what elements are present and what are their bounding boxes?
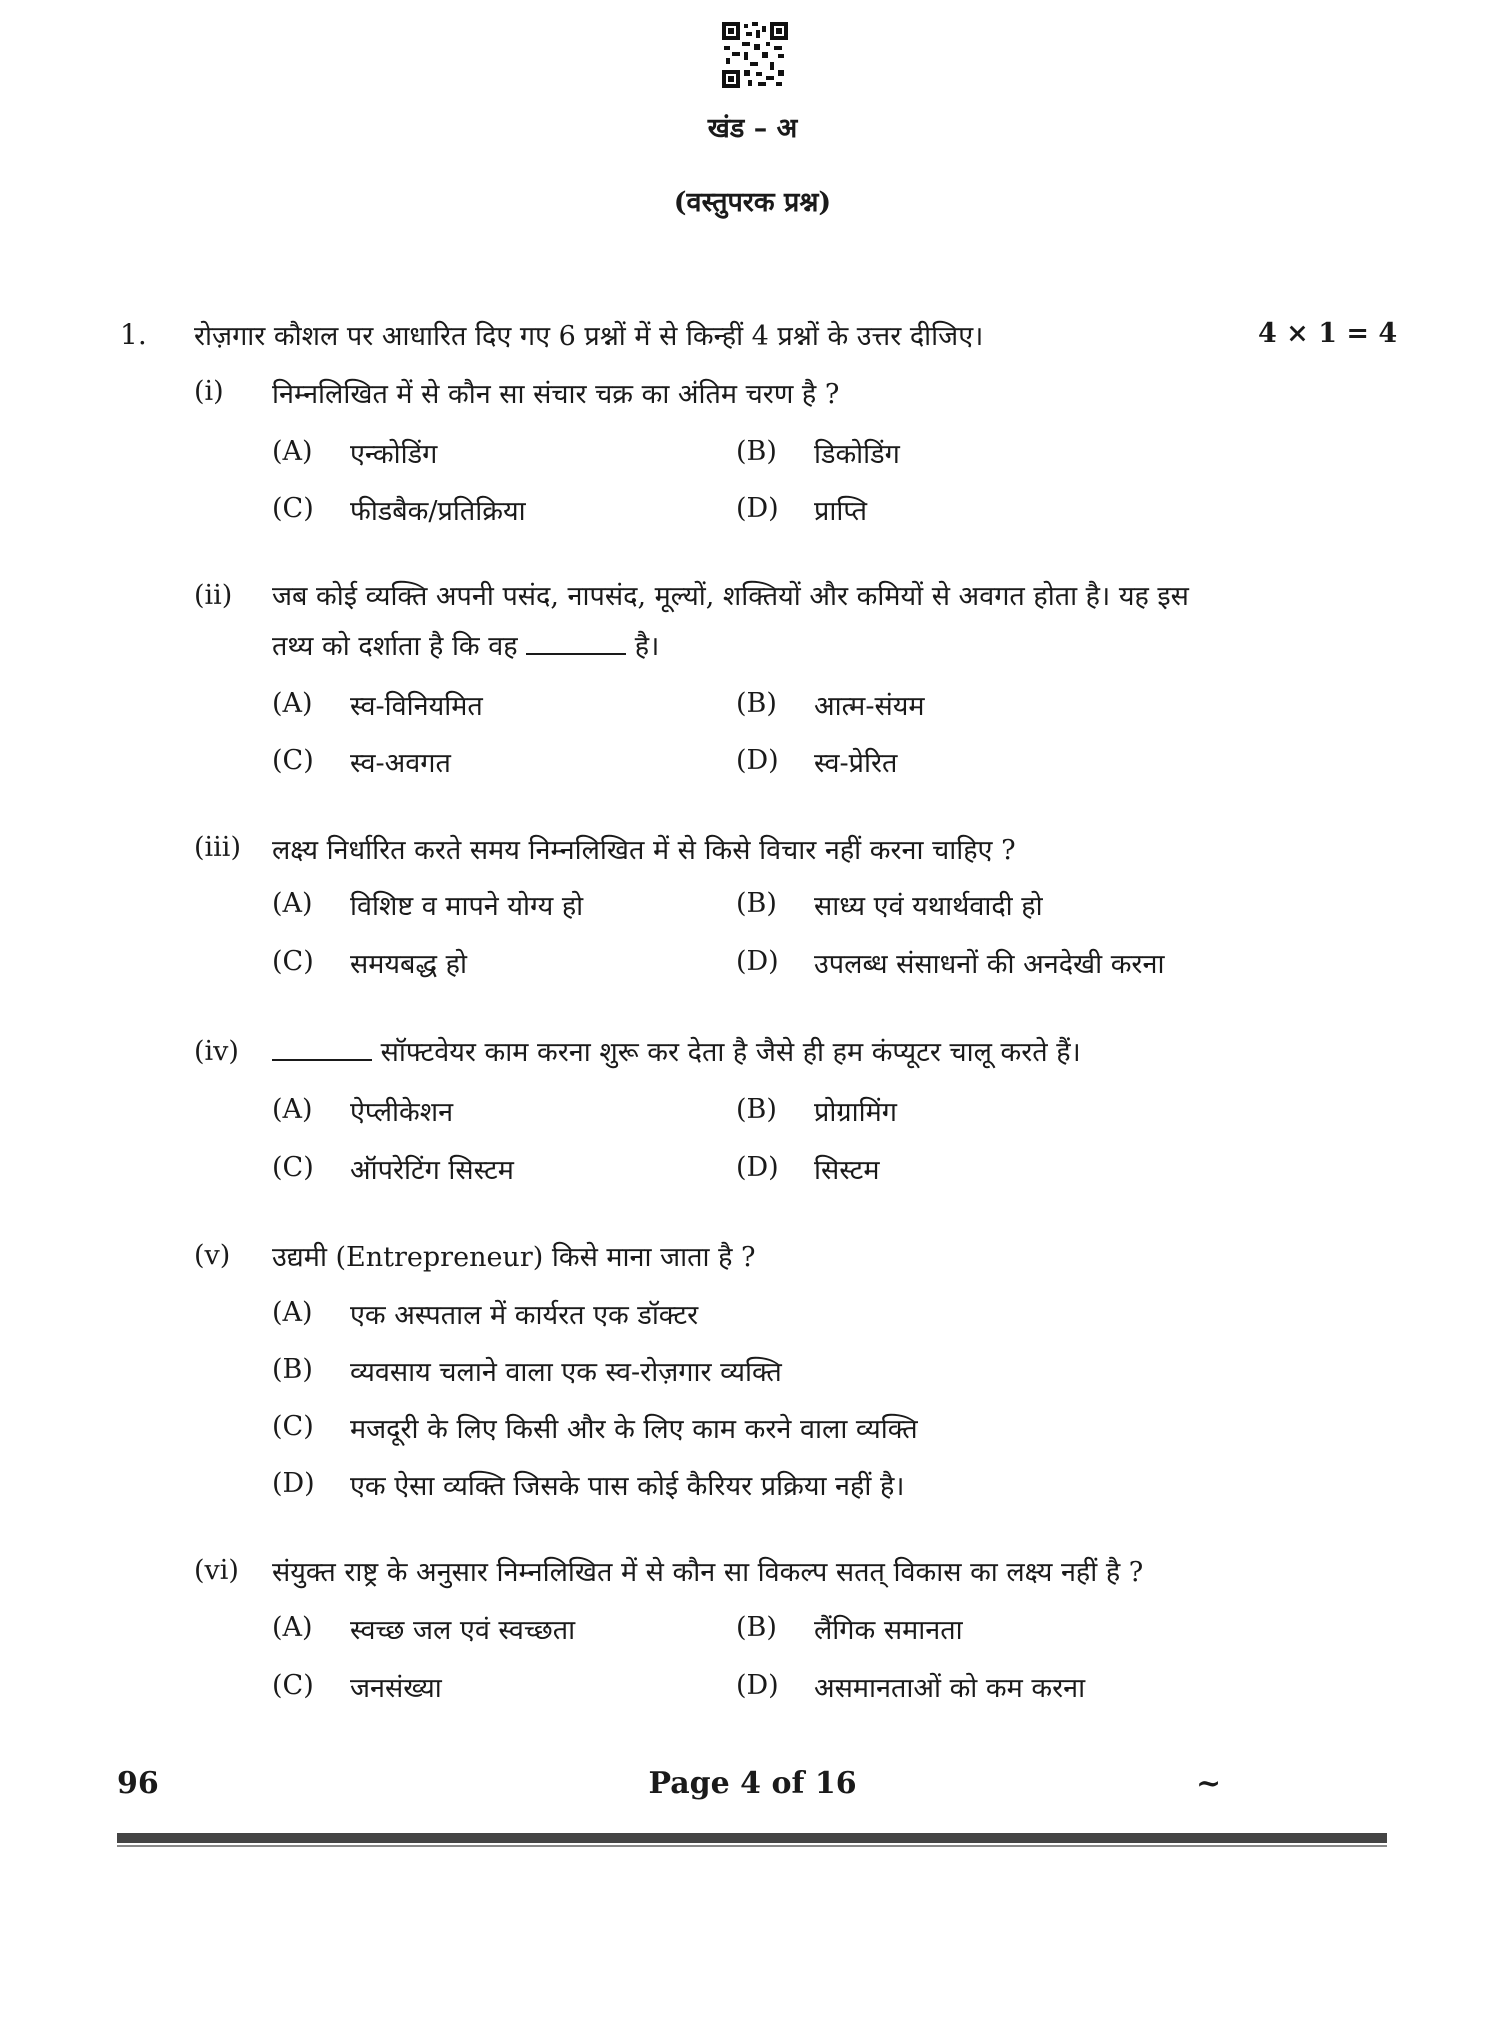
subquestion-label: (vi) (194, 1555, 239, 1586)
option-text: मजदूरी के लिए किसी और के लिए काम करने वाला व्यक्ति (350, 1414, 918, 1445)
option-label: (A) (272, 436, 313, 467)
subquestion-text: लक्ष्य निर्धारित करते समय निम्नलिखित में से किसे विचार नहीं करना चाहिए ? (272, 835, 1016, 866)
option-label: (C) (272, 946, 314, 977)
option-label: (B) (736, 436, 777, 467)
subquestion-text-line (272, 1032, 1081, 1069)
option-text: एक अस्पताल में कार्यरत एक डॉक्टर (350, 1300, 699, 1331)
option-text: समयबद्ध हो (350, 949, 467, 980)
option-label: (D) (736, 946, 779, 977)
subquestion-label: (v) (194, 1240, 231, 1271)
option-label: (B) (736, 1094, 777, 1125)
option-label: (C) (272, 1411, 314, 1442)
subquestion-text-line2 (272, 626, 659, 663)
option-text: असमानताओं को कम करना (814, 1673, 1086, 1704)
subquestion-text: संयुक्त राष्ट्र के अनुसार निम्नलिखित में से कौन सा विकल्प सतत् विकास का लक्ष्य नहीं है ? (272, 1557, 1144, 1588)
option-text: साध्य एवं यथार्थवादी हो (814, 891, 1043, 922)
option-text: जनसंख्या (350, 1673, 442, 1704)
option-text: सिस्टम (814, 1155, 880, 1186)
option-text: फीडबैक/प्रतिक्रिया (350, 496, 526, 527)
option-text: एक ऐसा व्यक्ति जिसके पास कोई कैरियर प्रक्रिया नहीं है। (350, 1471, 905, 1502)
option-text: आत्म-संयम (814, 691, 925, 722)
subquestion-text-part: सॉफ्टवेयर काम करना शुरू कर देता है जैसे ही हम कंप्यूटर चालू करते हैं। (380, 1037, 1081, 1068)
section-heading: खंड – अ (707, 113, 798, 144)
option-label: (C) (272, 493, 314, 524)
subquestion-text-part: है। (634, 631, 660, 662)
section-subtitle: (वस्तुपरक प्रश्न) (673, 187, 832, 218)
option-label: (A) (272, 1297, 313, 1328)
subquestion-label: (iv) (194, 1036, 239, 1067)
subquestion-text: निम्नलिखित में से कौन सा संचार चक्र का अंतिम चरण है ? (272, 379, 840, 410)
footer-mark: ~ (1196, 1766, 1222, 1801)
option-text: स्व-विनियमित (350, 691, 483, 722)
option-label: (A) (272, 1612, 313, 1643)
option-label: (A) (272, 888, 313, 919)
subquestion-label: (ii) (194, 580, 233, 611)
question-marks: 4 × 1 = 4 (1258, 318, 1398, 349)
option-label: (D) (272, 1468, 315, 1499)
subquestion-label: (i) (194, 376, 224, 407)
paper-code: 96 (117, 1766, 159, 1801)
subquestion-text: उद्यमी (Entrepreneur) किसे माना जाता है ? (272, 1242, 756, 1273)
option-text: लैंगिक समानता (814, 1615, 963, 1646)
fill-in-blank (526, 651, 626, 655)
option-label: (B) (736, 1612, 777, 1643)
subquestion-label: (iii) (194, 832, 241, 863)
footer-divider-thin (117, 1845, 1387, 1847)
question-number: 1. (120, 318, 147, 351)
option-label: (D) (736, 745, 779, 776)
option-text: स्वच्छ जल एवं स्वच्छता (350, 1615, 576, 1646)
option-text: स्व-प्रेरित (814, 748, 898, 779)
option-text: एन्कोडिंग (350, 439, 438, 470)
option-text: प्राप्ति (814, 496, 868, 527)
option-text: डिकोडिंग (814, 439, 900, 470)
option-text: ऑपरेटिंग सिस्टम (350, 1155, 514, 1186)
option-label: (B) (272, 1354, 313, 1385)
option-label: (A) (272, 1094, 313, 1125)
option-text: व्यवसाय चलाने वाला एक स्व-रोज़गार व्यक्ति (350, 1357, 782, 1388)
option-text: प्रोग्रामिंग (814, 1097, 897, 1128)
subquestion-text: जब कोई व्यक्ति अपनी पसंद, नापसंद, मूल्यों, शक्तियों और कमियों से अवगत होता है। यह इस (272, 581, 1189, 612)
page-number: Page 4 of 16 (648, 1766, 857, 1801)
option-text: उपलब्ध संसाधनों की अनदेखी करना (814, 949, 1165, 980)
subquestion-text-part: तथ्य को दर्शाता है कि वह (272, 631, 518, 662)
qr-code-icon (722, 22, 788, 88)
option-text: विशिष्ट व मापने योग्य हो (350, 891, 584, 922)
option-text: स्व-अवगत (350, 748, 451, 779)
option-label: (D) (736, 1670, 779, 1701)
option-label: (A) (272, 688, 313, 719)
option-text: ऐप्लीकेशन (350, 1097, 454, 1128)
option-label: (C) (272, 1152, 314, 1183)
option-label: (D) (736, 493, 779, 524)
footer-divider (117, 1833, 1387, 1843)
fill-in-blank (272, 1057, 372, 1061)
option-label: (C) (272, 1670, 314, 1701)
option-label: (B) (736, 888, 777, 919)
question-text: रोज़गार कौशल पर आधारित दिए गए 6 प्रश्नों में से किन्हीं 4 प्रश्नों के उत्तर दीजिए। (194, 321, 984, 352)
option-label: (C) (272, 745, 314, 776)
option-label: (D) (736, 1152, 779, 1183)
option-label: (B) (736, 688, 777, 719)
